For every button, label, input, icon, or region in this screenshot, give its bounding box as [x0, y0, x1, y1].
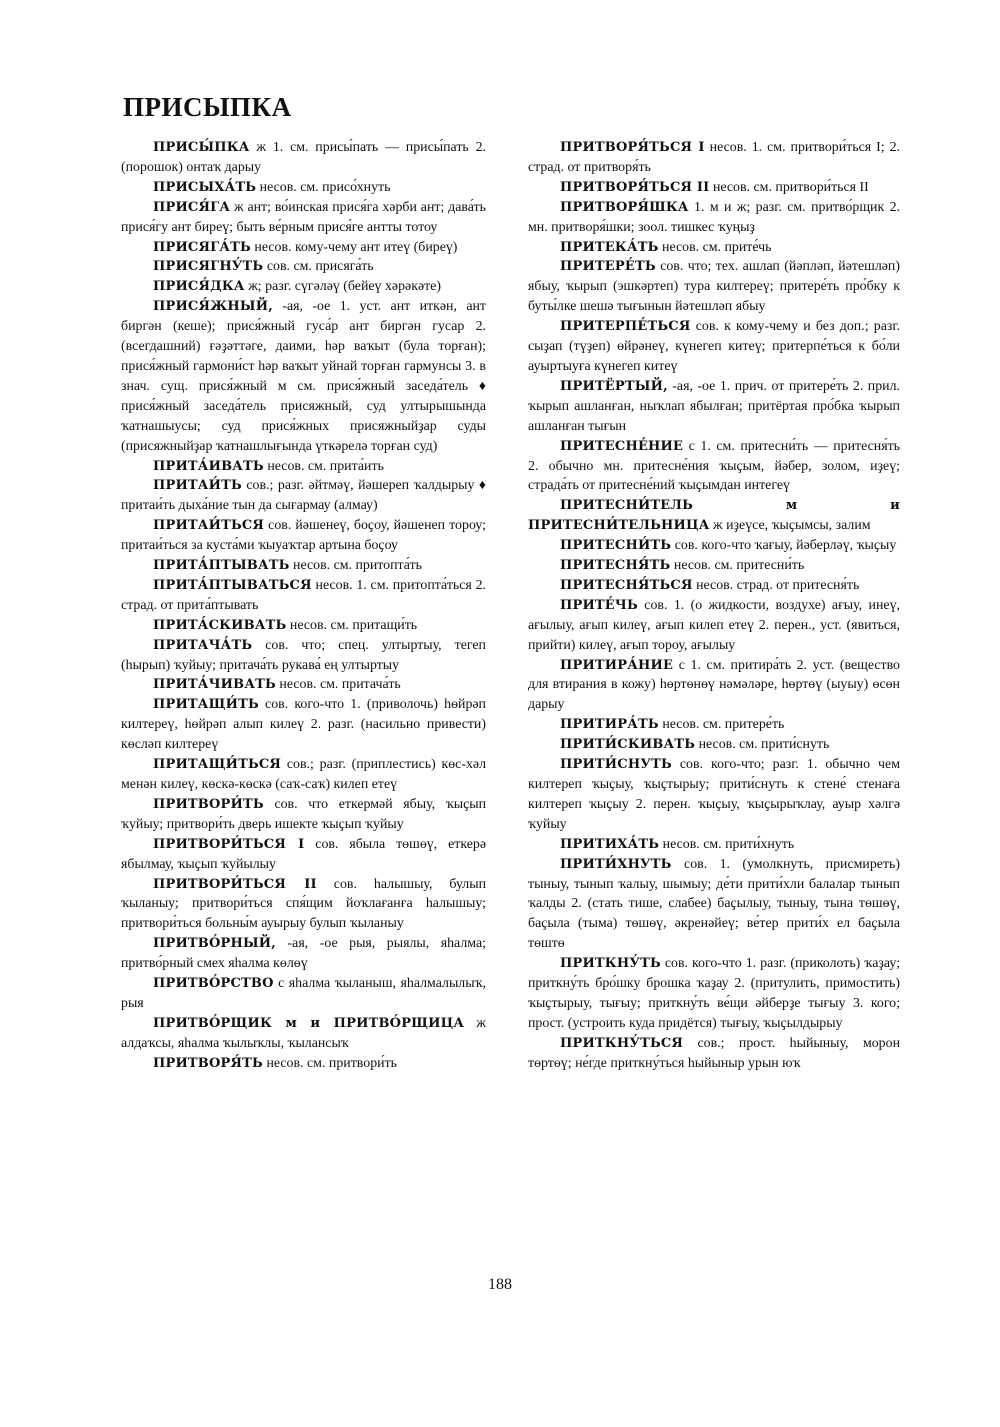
- dictionary-entry: [528, 138, 900, 178]
- entry-headword: ПРИСЯ́ЖНЫЙ,: [153, 299, 273, 315]
- dictionary-entry: [528, 556, 900, 576]
- dictionary-entry: [528, 198, 900, 238]
- entry-headword: ПРИСЯ́ДКА: [153, 279, 245, 295]
- entry-headword: ПРИТКНУ́ТЬСЯ: [560, 1035, 684, 1051]
- dictionary-entry: [121, 795, 486, 835]
- dictionary-entry: [528, 317, 900, 377]
- dictionary-entry: [121, 178, 486, 198]
- dictionary-entry: [121, 835, 486, 875]
- entry-definition: несов. см. притере́ть: [658, 717, 785, 733]
- entry-headword: ПРИТВО́РНЫЙ,: [153, 936, 277, 952]
- entry-headword: ПРИТИХА́ТЬ: [560, 836, 660, 852]
- dictionary-entry: [121, 138, 486, 178]
- entry-definition: -ая, -ое 1. прич. от притере́ть 2. прил. ҡырып ашланған, ныҡлап ябылған; притёртая про́бка ҡырып ашланған тығын: [528, 378, 900, 434]
- dictionary-entry: [528, 954, 900, 1034]
- entry-headword: ПРИТАИ́ТЬСЯ: [153, 518, 265, 534]
- entry-definition: 1. м и ж; разг. см. притво́рщик 2. мн. притворя́шки; зоол. тишкес ҡуңыҙ: [528, 199, 900, 235]
- entry-definition: несов. 1. см. притопта́ться 2. страд. от прита́птывать: [121, 577, 486, 613]
- dictionary-entry: [121, 556, 486, 576]
- dictionary-entry: [121, 616, 486, 636]
- entry-headword: ПРИСЯГА́ТЬ: [153, 239, 251, 255]
- dictionary-entry: [528, 1034, 900, 1074]
- entry-definition: сов.; разг. әйтмәү, йәшереп ҡалдырыу ♦ притаи́ть дыха́ние тын да сығармау (алмау): [121, 478, 486, 514]
- dictionary-entry: [121, 1014, 486, 1054]
- dictionary-entry: [121, 238, 486, 258]
- entry-definition: сов. 1. (умолкнуть, присмиреть) тыныу, тынып ҡалыу, шымыу; де́ти прити́хли балалар тынып ҡалды 2. (стать тише, слабее) баҫылыу, тыныу, тына төшөү, баҫыла (тыма) төшөү, әкренәйеү; ве́тер прити́х ел баҫыла төштө: [528, 856, 900, 952]
- entry-headword: ПРИТЕРЕ́ТЬ: [560, 259, 656, 275]
- entry-definition: сов.; прост. һыйыныу, морон төртөү; не́где приткну́ться һыйыныр урын юҡ: [528, 1035, 900, 1071]
- entry-headword: ПРИТВОРИ́ТЬ: [153, 796, 264, 812]
- entry-definition: сов. ябыла төшөү, еткерә ябылмау, ҡыҫып ҡуйылыу: [121, 836, 486, 872]
- entry-definition: несов. см. притвори́ться II: [709, 179, 869, 195]
- entry-definition: несов. см. притесни́ть: [670, 558, 805, 574]
- entry-headword: ПРИТВОРЯ́ТЬСЯ I: [560, 140, 705, 155]
- dictionary-entry: [528, 377, 900, 437]
- entry-headword: ПРИТА́СКИВАТЬ: [153, 617, 287, 633]
- dictionary-entry: [528, 835, 900, 855]
- entry-definition: -ая, -ое рыя, рыялы, яһалма; притво́рный смех яһалма көлөү: [121, 936, 486, 972]
- entry-headword: ПРИТА́ПТЫВАТЬ: [153, 558, 290, 574]
- entry-definition: сов. к кому-чему и без доп.; разг. сыҙап (түҙеп) өйрәнеү, күнегеп китеү; притерпе́ться к бо́ли ауыртыуға күнегеп китеү: [528, 319, 900, 374]
- entry-headword: ПРИТИ́СНУТЬ: [560, 757, 672, 773]
- dictionary-entry: [528, 576, 900, 596]
- entry-headword: ПРИСЯГНУ́ТЬ: [153, 259, 264, 275]
- dictionary-entry: [528, 238, 900, 258]
- entry-definition: ж иҙеүсе, ҡыҫымсы, залим: [709, 518, 871, 534]
- entry-headword: ПРИТА́ЧИВАТЬ: [153, 677, 276, 693]
- entry-definition: сов.; разг. (приплестись) көс-хәл менән килеү, көскә-көскә (саҡ-саҡ) килеп етеү: [121, 757, 486, 792]
- entry-headword: ПРИТЕКА́ТЬ: [560, 239, 659, 255]
- page-number: 188: [488, 1276, 512, 1293]
- entry-definition: с яһалма ҡыланыш, яһалмалылыҡ, рыя: [121, 976, 486, 1011]
- entry-headword: ПРИТИ́ХНУТЬ: [560, 856, 672, 872]
- dictionary-entry: [121, 198, 486, 238]
- dictionary-entry: [528, 715, 900, 735]
- entry-headword: ПРИТИРА́ТЬ: [560, 717, 659, 733]
- entry-headword: ПРИСЫХА́ТЬ: [153, 179, 257, 195]
- entry-headword: ПРИТАЩИ́ТЬСЯ: [153, 757, 282, 773]
- entry-definition: ж алдаҡсы, яһалма ҡылыҡлы, ҡылансыҡ: [121, 1015, 487, 1051]
- entry-definition: сов. что еткермәй ябыу, ҡыҫып ҡуйыу; притвори́ть дверь ишекте ҡыҫып ҡуйыу: [121, 796, 486, 832]
- dictionary-entry: [528, 855, 900, 955]
- entry-definition: сов. кого-что 1. разг. (приколоть) ҡаҙау; приткну́ть бро́шку брошка ҡаҙау 2. (притулить, примостить) ҡыҫтырыу, тығыу; приткну́ть ве́щи әйберҙе тығыу 3. кого; прост. (устроить куда придётся) тығыу, ҡыҫылдырыу: [528, 956, 900, 1031]
- entry-definition: с 1. см. притесни́ть — притесня́ть 2. обычно мн. притесне́ния ҡыҫым, йәбер, золом, иҙеү; страда́ть от притесне́ний ҡыҫымдан интегеү: [528, 438, 900, 494]
- entry-headword: ПРИТА́ИВАТЬ: [153, 458, 264, 474]
- dictionary-entry: [121, 457, 486, 477]
- dictionary-entry: [528, 178, 900, 198]
- entry-definition: несов. см. присо́хнуть: [256, 179, 391, 195]
- entry-headword: ПРИТЕРПЕ́ТЬСЯ: [560, 319, 691, 335]
- dictionary-entry: [528, 536, 900, 556]
- entry-definition: несов. см. притача́ть: [275, 677, 401, 693]
- left-column: [121, 138, 486, 1074]
- entry-definition: сов. кого-что ҡағыу, йәберләү, ҡыҫыу: [671, 538, 897, 554]
- entry-definition: сов. 1. (о жидкости, воздухе) ағыу, инеү, ағылыу, ағып килеү, ағып килеп етеү 2. перен., уст. (явиться, прийти) килеү, ағып тороу, ағылыу: [528, 597, 900, 653]
- entry-headword: ПРИТВОРИ́ТЬСЯ I: [153, 836, 305, 852]
- dictionary-entry: [528, 437, 900, 497]
- dictionary-entry: [121, 297, 486, 456]
- dictionary-entry: [121, 675, 486, 695]
- dictionary-entry: [528, 596, 900, 656]
- entry-headword: ПРИТЕ́ЧЬ: [560, 597, 638, 613]
- entry-headword: ПРИТВО́РЩИК м и ПРИТВО́РЩИЦА: [153, 1015, 465, 1031]
- entry-definition: с 1. см. притира́ть 2. уст. (вещество для втирания в кожу) һөртөнөү нәмәләре, һөртөү (ыуыу) өсөн дарыу: [528, 657, 900, 713]
- entry-definition: несов. см. прите́чь: [658, 239, 772, 255]
- entry-definition: ж; разг. сүгәләү (бейеү хәрәкәте): [244, 279, 441, 295]
- entry-headword: ПРИТВОРИ́ТЬСЯ II: [153, 876, 317, 892]
- entry-headword: ПРИТЕСНИ́ТЬ: [560, 538, 672, 554]
- entry-headword: ПРИТВОРЯ́ТЬ: [153, 1055, 263, 1071]
- dictionary-entry: [121, 934, 486, 974]
- dictionary-entry: [121, 476, 486, 516]
- entry-headword: ПРИТВО́РСТВО: [153, 976, 274, 992]
- dictionary-entry: [121, 257, 486, 277]
- dictionary-entry: [528, 656, 900, 716]
- dictionary-entry: [528, 257, 900, 317]
- entry-definition: ж ант; во́инская прися́га хәрби ант; дава́ть прися́гу ант биреү; быть ве́рным прися́ге антты тотоу: [121, 199, 486, 235]
- dictionary-entry: [121, 755, 486, 795]
- entry-definition: ж 1. см. присы́пать — присы́пать 2. (порошок) онтаҡ дарыу: [121, 140, 486, 175]
- entry-definition: несов. см. притвори́ть: [262, 1055, 397, 1071]
- right-column: [528, 138, 900, 1074]
- entry-headword: ПРИТЕСНЯ́ТЬ: [560, 558, 671, 574]
- entry-definition: несов. см. прити́хнуть: [659, 836, 795, 852]
- entry-definition: сов. что; тех. ашлап (йәпләп, йәтешләп) ябыу, ҡырып (эшкәртеп) тура килтереү; притере́ть про́бку к буты́лке шешә тығынын йәтешләп ябыу: [528, 259, 900, 315]
- entry-headword: ПРИТЕСНЯ́ТЬСЯ: [560, 577, 693, 593]
- entry-headword: ПРИТАИ́ТЬ: [153, 478, 242, 494]
- entry-headword: ПРИТКНУ́ТЬ: [560, 956, 661, 972]
- dictionary-entry: [528, 735, 900, 755]
- entry-definition: сов. йәшенеү, боҫоу, йәшенеп тороу; притаи́ться за куста́ми ҡыуаҡтар артына боҫоу: [121, 518, 486, 554]
- dictionary-entry: [121, 974, 486, 1014]
- entry-definition: несов. страд. от притесня́ть: [692, 577, 860, 593]
- entry-headword: ПРИТАЩИ́ТЬ: [153, 697, 259, 713]
- dictionary-entry: [121, 516, 486, 556]
- entry-headword: ПРИТИ́СКИВАТЬ: [560, 737, 696, 753]
- entry-headword: ПРИСЫ́ПКА: [153, 140, 250, 155]
- entry-definition: сов. кого-что 1. (приволочь) һөйрәп килтереү, һөйрәп алып килеү 2. разг. (насильно привести) көсләп килтереү: [121, 697, 486, 753]
- entry-definition: сов. см. присяга́ть: [263, 259, 374, 275]
- entry-headword: ПРИТЕСНИ́ТЕЛЬ м и ПРИТЕСНИ́ТЕЛЬНИЦА: [528, 498, 900, 534]
- entry-definition: сов. что; спец. ултыртыу, тегеп (һырып) ҡуйыу; притача́ть рукава́ ең ултыртыу: [121, 637, 486, 673]
- dictionary-entry: [528, 755, 900, 835]
- entry-definition: -ая, -ое 1. уст. ант иткән, ант биргән (кеше); прися́жный гуса́р ант биргән гусар 2. (всегдашний) ғәҙәттәге, даими, һәр ваҡыт (була торған); прися́жный гармони́ст һәр ваҡыт уйнай торған гармунсы 3. в знач. сущ. прися́жный м см. прися́жный заседа́тель ♦ прися́жный заседа́тель присяжный, суд ултырышында ҡатнашыусы; суд прися́жных присяжныйҙар суды (присяжныйҙар ҡатнашлығында үткәрелә торған суд): [121, 299, 486, 454]
- entry-headword: ПРИТВОРЯ́ШКА: [560, 199, 689, 215]
- entry-headword: ПРИТА́ПТЫВАТЬСЯ: [153, 577, 312, 593]
- dictionary-entry: [121, 277, 486, 297]
- dictionary-entry: [121, 636, 486, 676]
- entry-definition: несов. см. прита́ить: [263, 458, 384, 474]
- dictionary-entry: [528, 496, 900, 536]
- entry-headword: ПРИТВОРЯ́ТЬСЯ II: [560, 179, 710, 195]
- entry-headword: ПРИТАЧА́ТЬ: [153, 637, 253, 653]
- page-header: ПРИСЫПКА: [123, 92, 292, 122]
- dictionary-entry: [121, 695, 486, 755]
- dictionary-entry: [121, 576, 486, 616]
- dictionary-entry: [121, 1054, 486, 1074]
- entry-headword: ПРИТИРА́НИЕ: [560, 657, 674, 673]
- entry-headword: ПРИТЁРТЫЙ,: [560, 378, 668, 394]
- entry-definition: несов. см. притопта́ть: [289, 558, 423, 574]
- entry-definition: несов. см. притащи́ть: [286, 617, 418, 633]
- entry-definition: сов. һалышыу, булып ҡыланыу; притвори́ться спя́щим йоҡлағанға һалышыу; притвори́ться больны́м ауырыу булып ҡыланыу: [121, 876, 487, 932]
- entry-headword: ПРИСЯ́ГА: [153, 199, 231, 215]
- entry-headword: ПРИТЕСНЕ́НИЕ: [560, 438, 684, 454]
- entry-definition: несов. см. прити́снуть: [695, 737, 830, 753]
- entry-definition: несов. 1. см. притвори́ться I; 2. страд. от притворя́ть: [528, 140, 900, 175]
- dictionary-entry: [121, 875, 486, 935]
- entry-definition: несов. кому-чему ант итеү (биреү): [250, 239, 458, 255]
- entry-definition: сов. кого-что; разг. 1. обычно чем килтереп ҡыҫыу, ҡыҫтырыу; прити́снуть к стене́ стенаға килтереп ҡыҫыу 2. перен. ҡыҫыу, ҡыҫырыҡлау, ауыр хәлгә ҡуйыу: [528, 757, 900, 832]
